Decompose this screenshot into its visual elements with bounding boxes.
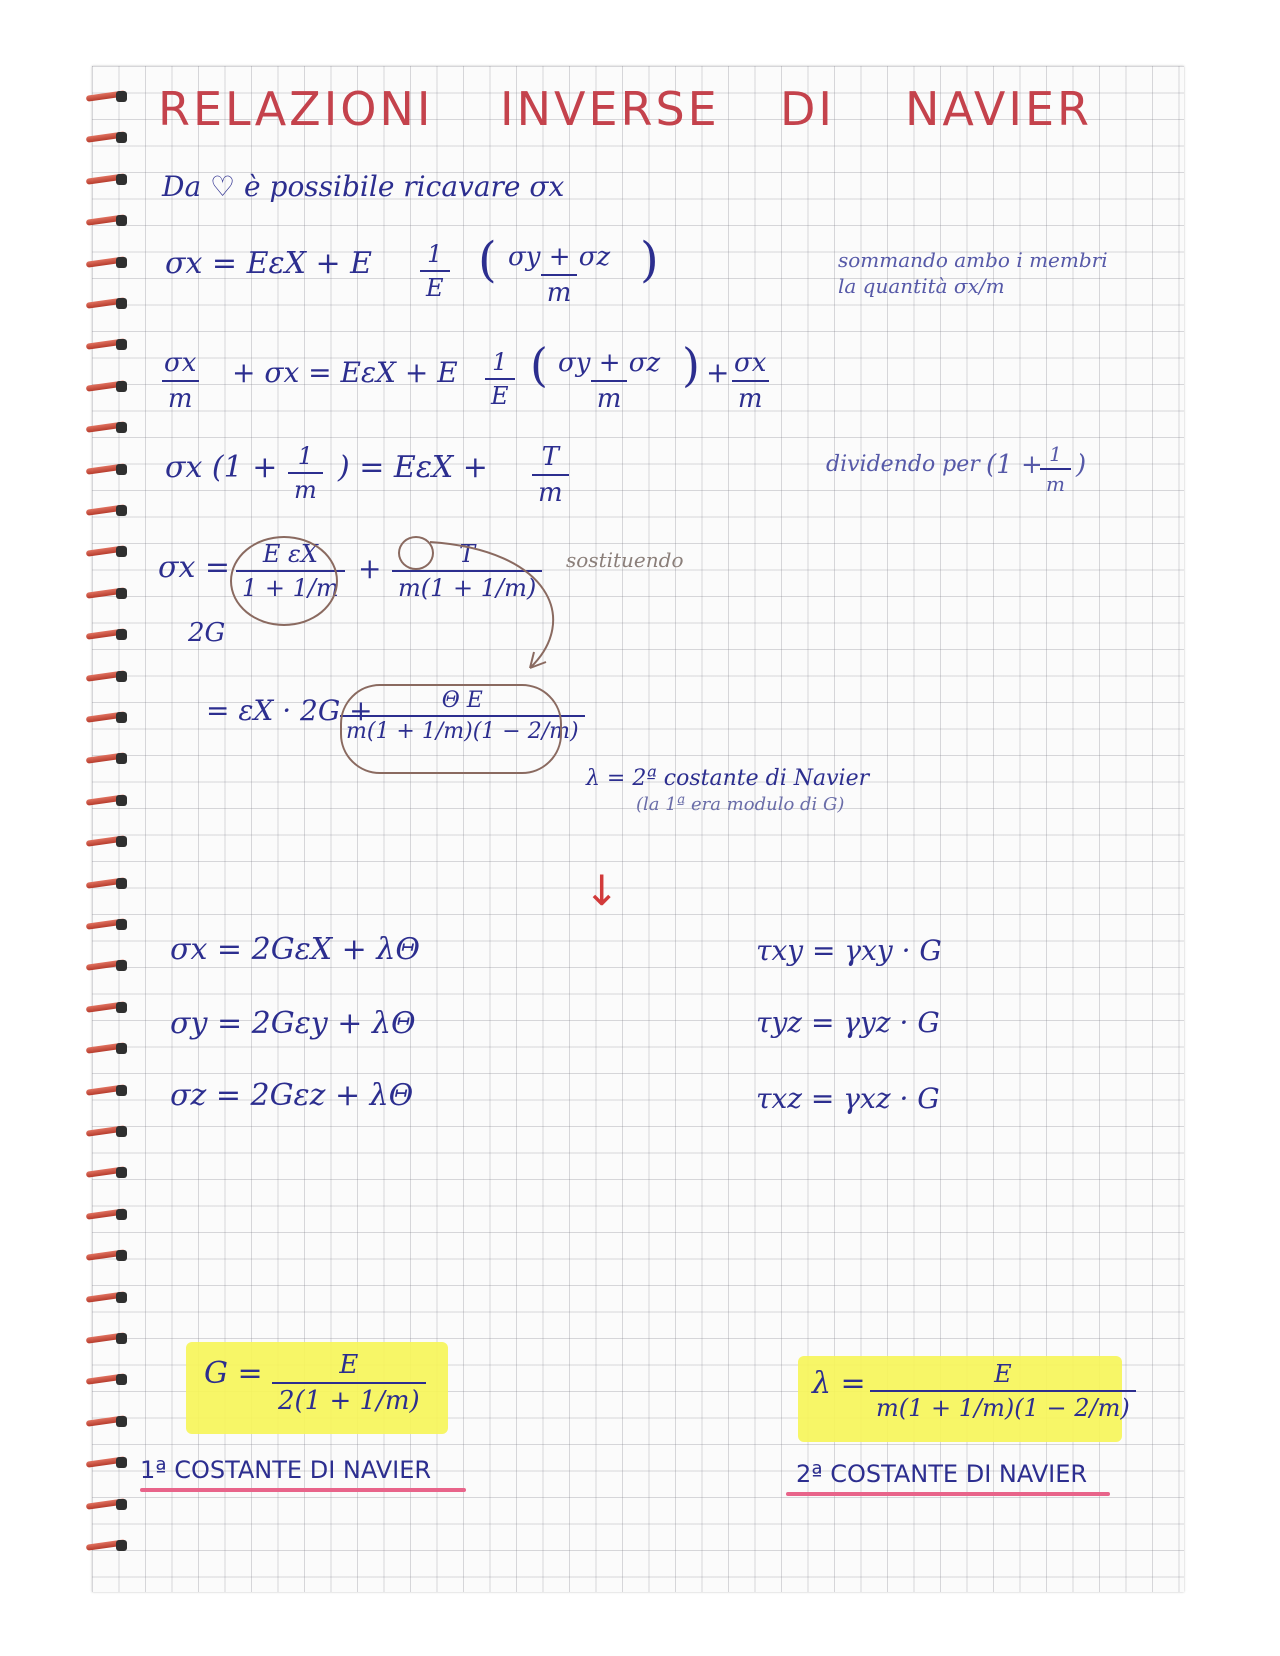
spiral-ring — [84, 1498, 130, 1512]
note-divide-text: dividendo per — [826, 452, 980, 477]
note-divide-m: m — [1040, 468, 1071, 496]
spiral-ring — [84, 338, 130, 352]
sys-left-3: σz = 2Gεz + λΘ — [170, 1078, 414, 1113]
eq1-close-paren: ) — [640, 232, 659, 288]
eq4-plus: + — [358, 552, 382, 585]
down-arrow-icon: ↓ — [584, 866, 620, 915]
eq2-middle: + σx = EεX + E — [232, 356, 458, 389]
spiral-ring — [84, 1415, 130, 1429]
spiral-ring — [84, 1125, 130, 1139]
eq5-num: Θ E — [441, 688, 483, 713]
eq2-lhs-num: σx — [164, 348, 197, 378]
title-word-3: DI — [780, 82, 835, 136]
sys-right-1: τxy = γxy · G — [756, 934, 942, 967]
spiral-ring — [84, 1249, 130, 1263]
eq1-one-over-E — [420, 240, 450, 302]
spiral-ring — [84, 1208, 130, 1222]
spiral-ring — [84, 918, 130, 932]
spiral-ring — [84, 214, 130, 228]
g-formula-num: E — [339, 1350, 359, 1380]
circle-2G — [230, 536, 338, 626]
spiral-ring — [84, 463, 130, 477]
note-divide-close: ) — [1076, 450, 1087, 480]
spiral-ring — [84, 1539, 130, 1553]
note-divide-expr: (1 + — [986, 450, 1043, 480]
eq4-f1-den: 1 + 1/m — [236, 570, 345, 602]
underline-second-constant — [786, 1492, 1110, 1496]
spiral-ring — [84, 711, 130, 725]
note-substituting: sostituendo — [566, 548, 684, 572]
eq4-f2-num: T — [459, 540, 476, 568]
eq1-open-paren: ( — [478, 232, 497, 288]
spiral-ring — [84, 256, 130, 270]
underline-first-constant — [140, 1488, 466, 1492]
spiral-ring — [84, 1332, 130, 1346]
eq2-paren-fraction — [552, 348, 666, 414]
sys-left-2: σy = 2Gεy + λΘ — [170, 1006, 416, 1041]
eq4-lhs: σx = — [158, 550, 231, 585]
eq2-E: E — [485, 378, 515, 410]
spiral-ring — [84, 380, 130, 394]
eq5-lhs: = εX · 2G + — [206, 694, 373, 727]
eq3-m: m — [288, 472, 323, 504]
eq1-paren-fraction — [502, 242, 616, 308]
g-formula-fraction — [272, 1350, 426, 1416]
title-word-1: RELAZIONI — [158, 82, 434, 136]
circle-T — [398, 536, 434, 570]
eq2-rhs-fraction — [728, 348, 772, 414]
eq2-close-paren: ) — [682, 338, 700, 392]
eq4-f2-den: m(1 + 1/m) — [392, 570, 542, 602]
spiral-ring — [84, 1042, 130, 1056]
sys-left-1: σx = 2GεX + λΘ — [170, 932, 420, 967]
spiral-ring — [84, 835, 130, 849]
eq1-paren-num: σy + σz — [508, 242, 611, 272]
spiral-ring — [84, 794, 130, 808]
eq2-paren-num: σy + σz — [558, 348, 661, 378]
g-formula-den: 2(1 + 1/m) — [272, 1382, 426, 1416]
lambda-note-line2: (la 1ª era modulo di G) — [636, 794, 845, 815]
sys-right-2: τyz = γyz · G — [756, 1006, 940, 1039]
eq2-rhs-den: m — [732, 380, 769, 414]
eq3-rhs: ) = EεX + — [338, 450, 488, 485]
eq5-den: m(1 + 1/m)(1 − 2/m) — [340, 715, 585, 744]
eq4-2G: 2G — [188, 618, 226, 648]
eq2-open-paren: ( — [530, 338, 548, 392]
spiral-ring — [84, 545, 130, 559]
eq1-E: E — [420, 270, 450, 302]
eq3-Tden: m — [532, 474, 569, 508]
spiral-ring — [84, 1166, 130, 1180]
note-divide-one: 1 — [1049, 442, 1062, 466]
eq4-f1-num: E εX — [262, 540, 318, 568]
eq3-one-over-m — [288, 442, 323, 504]
lambda-formula-num: E — [994, 1360, 1012, 1388]
label-second-constant: 2ª COSTANTE DI NAVIER — [796, 1460, 1088, 1488]
eq1-one: 1 — [427, 240, 443, 268]
spiral-ring — [84, 587, 130, 601]
lambda-formula-fraction — [870, 1360, 1136, 1422]
spiral-ring — [84, 297, 130, 311]
note-sum-line2: la quantità σx/m — [838, 274, 1005, 298]
spiral-ring — [84, 959, 130, 973]
eq1-paren-den: m — [541, 274, 578, 308]
spiral-ring — [84, 877, 130, 891]
spiral-ring — [84, 131, 130, 145]
eq2-one: 1 — [492, 348, 508, 376]
eq1-lhs: σx = EεX + E — [165, 246, 373, 281]
spiral-binding — [84, 90, 134, 1580]
eq3-one: 1 — [297, 442, 314, 470]
spiral-ring — [84, 421, 130, 435]
spiral-ring — [84, 1373, 130, 1387]
lambda-formula-den: m(1 + 1/m)(1 − 2/m) — [870, 1390, 1136, 1422]
sys-right-3: τxz = γxz · G — [756, 1082, 940, 1115]
spiral-ring — [84, 1001, 130, 1015]
spiral-ring — [84, 670, 130, 684]
lambda-note-line1: λ = 2ª costante di Navier — [586, 766, 870, 791]
spiral-ring — [84, 90, 130, 104]
eq2-plus: + — [706, 356, 730, 389]
eq2-lhs-den: m — [162, 380, 199, 414]
eq2-lhs-fraction — [158, 348, 202, 414]
spiral-ring — [84, 504, 130, 518]
spiral-ring — [84, 1084, 130, 1098]
note-sum-line1: sommando ambo i membri — [838, 248, 1108, 272]
eq2-paren-den: m — [591, 380, 628, 414]
eq3-T-over-m — [532, 442, 569, 508]
lambda-formula-lhs: λ = — [812, 1366, 866, 1401]
circle-lambda — [340, 684, 562, 774]
title-word-2: INVERSE — [500, 82, 720, 136]
spiral-ring — [84, 1291, 130, 1305]
label-first-constant: 1ª COSTANTE DI NAVIER — [140, 1456, 432, 1484]
eq3-T: T — [541, 442, 559, 472]
title-word-4: NAVIER — [905, 82, 1092, 136]
eq3-lhs: σx (1 + — [165, 450, 278, 485]
eq2-rhs-num: σx — [734, 348, 767, 378]
intro-text: Da ♡ è possibile ricavare σx — [162, 170, 565, 203]
note-divide-fraction — [1040, 442, 1071, 496]
spiral-ring — [84, 1456, 130, 1470]
spiral-ring — [84, 752, 130, 766]
spiral-ring — [84, 628, 130, 642]
eq2-one-over-E — [485, 348, 515, 410]
substitution-arrow — [430, 540, 570, 680]
g-formula-lhs: G = — [204, 1356, 263, 1391]
spiral-ring — [84, 173, 130, 187]
